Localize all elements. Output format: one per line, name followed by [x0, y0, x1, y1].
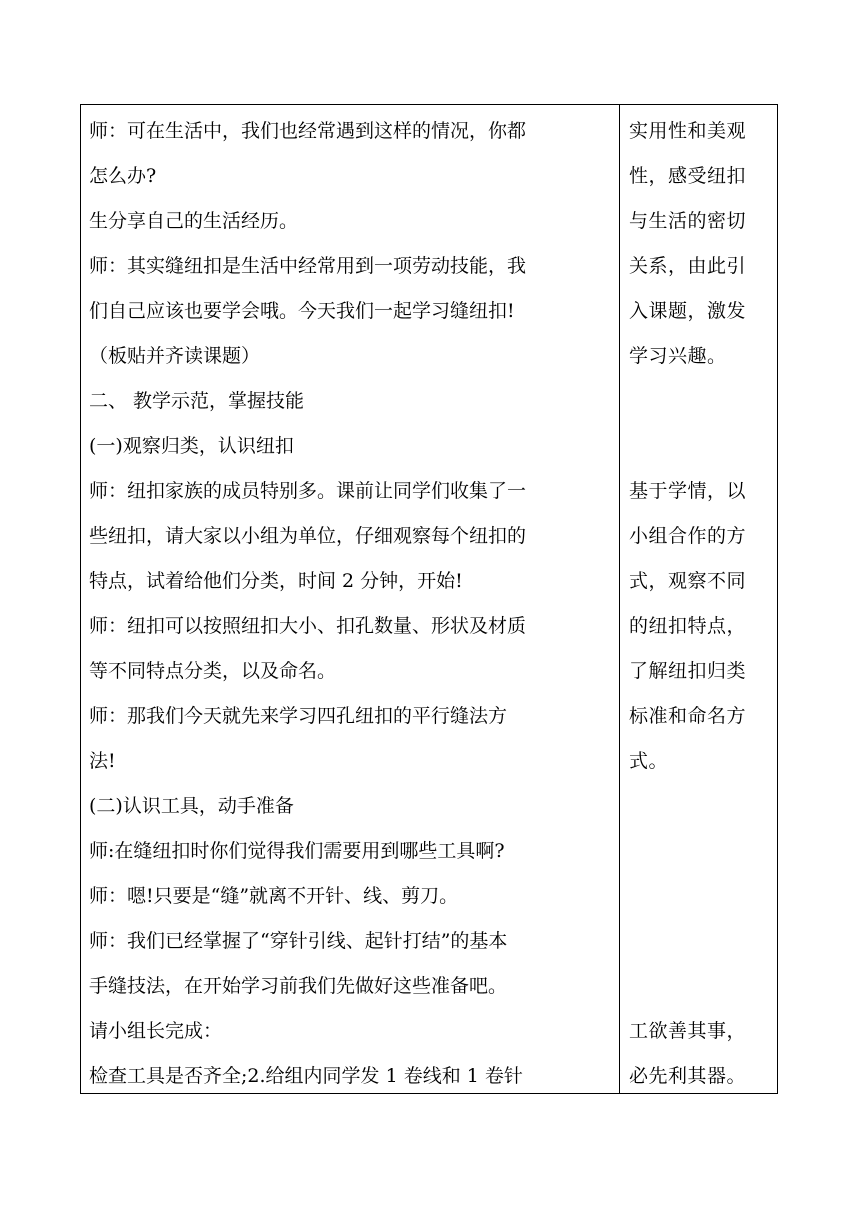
text-line: 师：其实缝纽扣是生活中经常用到一项劳动技能，我	[89, 255, 527, 277]
note-line: 入课题，激发	[629, 300, 747, 322]
note-line: 基于学情，以	[629, 480, 747, 502]
text-line: 师：可在生活中，我们也经常遇到这样的情况，你都	[89, 120, 527, 142]
note-line: 与生活的密切	[629, 210, 747, 232]
note-line: 性，感受纽扣	[629, 165, 747, 187]
text-line: 请小组长完成：	[89, 1020, 223, 1042]
text-line: 师：那我们今天就先来学习四孔纽扣的平行缝法方	[89, 705, 508, 727]
note-line: 的纽扣特点，	[629, 615, 747, 637]
text-line: 怎么办?	[89, 165, 157, 187]
lesson-table	[80, 104, 778, 1094]
subsection-heading: (二)认识工具，动手准备	[89, 795, 294, 817]
text-line: 些纽扣，请大家以小组为单位，仔细观察每个纽扣的	[89, 525, 527, 547]
spacer	[629, 784, 775, 829]
text-line: 师：纽扣家族的成员特别多。课前让同学们收集了一	[89, 480, 527, 502]
spacer	[629, 964, 775, 1009]
text-line: 师:在缝纽扣时你们觉得我们需要用到哪些工具啊?	[89, 840, 505, 862]
column-divider	[619, 105, 620, 1093]
side-note-observe	[629, 469, 775, 784]
text-line: 法!	[89, 750, 116, 772]
design-intent-column	[629, 109, 775, 1099]
note-line: 关系，由此引	[629, 255, 747, 277]
text-line: 检查工具是否齐全;2.给组内同学发 1 卷线和 1 卷针	[89, 1065, 523, 1087]
text-line: 师：纽扣可以按照纽扣大小、扣孔数量、形状及材质	[89, 615, 527, 637]
spacer	[629, 919, 775, 964]
section-heading: 二、 教学示范，掌握技能	[89, 390, 305, 412]
text-line: 手缝技法，在开始学习前我们先做好这些准备吧。	[89, 975, 508, 997]
side-note-intro	[629, 109, 775, 379]
note-line: 式，观察不同	[629, 570, 747, 592]
note-line: 了解纽扣归类	[629, 660, 747, 682]
note-line: 工欲善其事，	[629, 1020, 747, 1042]
side-note-tools	[629, 1009, 775, 1099]
subsection-heading: (一)观察归类，认识纽扣	[89, 435, 294, 457]
note-line: 实用性和美观	[629, 120, 747, 142]
spacer	[629, 829, 775, 874]
text-line: 生分享自己的生活经历。	[89, 210, 299, 232]
text-line: 等不同特点分类，以及命名。	[89, 660, 337, 682]
text-line: （板贴并齐读课题）	[89, 345, 261, 367]
note-line: 学习兴趣。	[629, 345, 727, 367]
text-line: 师：我们已经掌握了“穿针引线、起针打结”的基本	[89, 930, 508, 952]
spacer	[629, 379, 775, 424]
note-line: 必先利其器。	[629, 1065, 747, 1087]
note-line: 标准和命名方	[629, 705, 747, 727]
note-line: 小组合作的方	[629, 525, 747, 547]
text-line: 们自己应该也要学会哦。今天我们一起学习缝纽扣!	[89, 300, 515, 322]
spacer	[629, 874, 775, 919]
note-line: 式。	[629, 750, 669, 772]
teaching-process-column	[89, 109, 617, 1099]
spacer	[629, 424, 775, 469]
text-line: 师：嗯!只要是“缝”就离不开针、线、剪刀。	[89, 885, 459, 907]
text-line: 特点，试着给他们分类，时间 2 分钟，开始!	[89, 570, 463, 592]
